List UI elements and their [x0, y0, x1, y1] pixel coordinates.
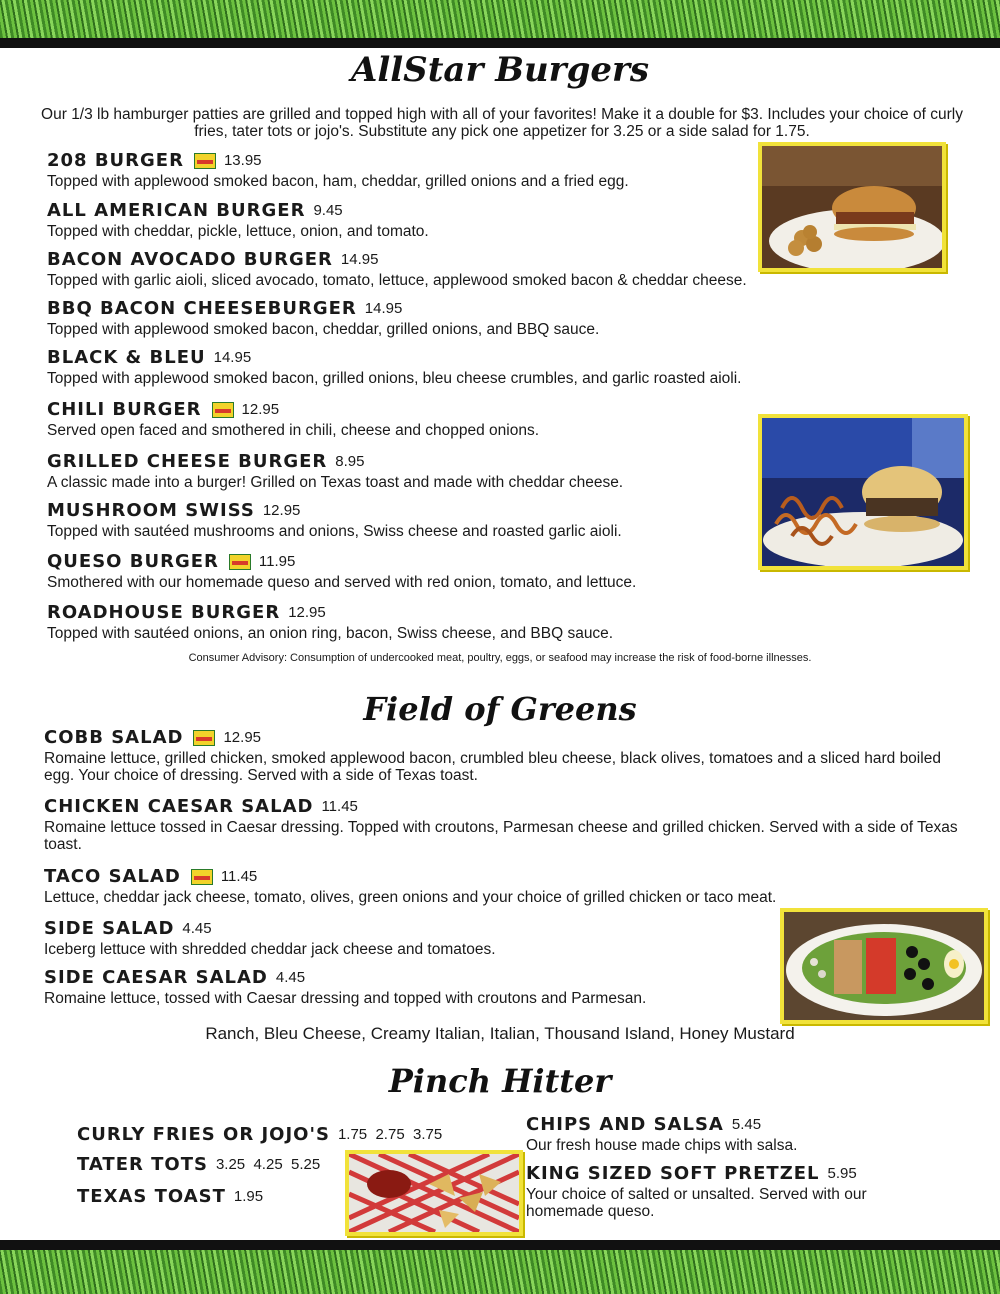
item-name: TACO SALAD [44, 866, 181, 887]
burger-curly-fries-icon [762, 418, 964, 566]
consumer-advisory: Consumer Advisory: Consumption of undercooked meat, poultry, eggs, or seafood may increase the risk of food-borne illnesses. [188, 652, 812, 664]
menu-item-cobb-salad [44, 727, 964, 784]
menu-item-queso-burger [47, 551, 636, 591]
item-price: 9.45 [313, 202, 343, 219]
menu-item-208-burger [47, 150, 629, 190]
item-desc: Topped with applewood smoked bacon, cheddar, grilled onions, and BBQ sauce. [47, 321, 600, 338]
menu-item-bbq-bacon-cheeseburger [47, 298, 599, 338]
menu-item-curly-fries [77, 1124, 442, 1145]
item-desc: Romaine lettuce, grilled chicken, smoked applewood bacon, crumbled bleu cheese, black olives, tomatoes and a sliced hard boiled egg. Your choice of dressing. Served with a side of Texas toast. [44, 750, 941, 784]
grass-border-bottom [0, 1250, 1000, 1294]
item-desc: Romaine lettuce, tossed with Caesar dressing and topped with croutons and Parmesan. [44, 990, 647, 1007]
special-badge-icon [194, 153, 216, 169]
item-name: GRILLED CHEESE BURGER [47, 451, 328, 472]
item-price: 11.45 [321, 798, 358, 815]
menu-item-chili-burger [47, 399, 539, 439]
item-desc: Topped with cheddar, pickle, lettuce, onion, and tomato. [47, 223, 429, 240]
item-name: ROADHOUSE BURGER [47, 602, 281, 623]
item-name: SIDE SALAD [44, 918, 175, 939]
item-name: CHILI BURGER [47, 399, 202, 420]
item-name: KING SIZED SOFT PRETZEL [526, 1163, 820, 1184]
item-price: 4.45 [275, 969, 306, 986]
menu-item-taco-salad [44, 866, 776, 906]
item-price: 5.95 [827, 1165, 857, 1182]
item-name: CURLY FRIES OR JOJO'S [77, 1124, 330, 1145]
item-desc: Topped with sautéed onions, an onion ring, bacon, Swiss cheese, and BBQ sauce. [47, 625, 614, 642]
item-desc: Topped with garlic aioli, sliced avocado, tomato, lettuce, applewood smoked bacon & cheddar cheese. [47, 272, 747, 289]
item-name: MUSHROOM SWISS [47, 500, 255, 521]
burger-with-curly-fries-photo [758, 414, 968, 570]
item-price: 11.95 [258, 553, 296, 570]
salad-plate-icon [784, 912, 984, 1020]
menu-item-chips-and-salsa [526, 1114, 946, 1154]
burger-with-tots-photo [758, 142, 946, 272]
item-desc: Your choice of salted or unsalted. Served with our homemade queso. [526, 1186, 867, 1220]
burger-plate-icon [762, 146, 942, 268]
chips-and-salsa-photo [345, 1150, 523, 1236]
item-desc: A classic made into a burger! Grilled on Texas toast and made with cheddar cheese. [47, 474, 624, 491]
item-price: 12.95 [262, 502, 301, 519]
item-name: SIDE CAESAR SALAD [44, 967, 268, 988]
cobb-salad-photo [780, 908, 988, 1024]
menu-item-all-american-burger [47, 200, 429, 240]
item-desc: Topped with sautéed mushrooms and onions, Swiss cheese and roasted garlic aioli. [47, 523, 622, 540]
item-price: 1.95 [233, 1188, 264, 1205]
item-price: 13.95 [223, 152, 262, 169]
menu-item-texas-toast [77, 1186, 263, 1207]
item-price: 5.45 [731, 1116, 762, 1133]
item-name: ALL AMERICAN BURGER [47, 200, 306, 221]
item-desc: Romaine lettuce tossed in Caesar dressing. Topped with croutons, Parmesan cheese and grilled chicken. Served with a side of Texas toast. [44, 819, 958, 853]
black-stripe-bottom [0, 1240, 1000, 1250]
special-badge-icon [191, 869, 213, 885]
special-badge-icon [193, 730, 215, 746]
chips-basket-icon [349, 1154, 519, 1232]
item-name: CHICKEN CAESAR SALAD [44, 796, 314, 817]
item-name: TEXAS TOAST [77, 1186, 226, 1207]
item-desc: Smothered with our homemade queso and served with red onion, tomato, and lettuce. [47, 574, 637, 591]
grass-border-top [0, 0, 1000, 38]
item-name: 208 BURGER [47, 150, 184, 171]
item-price: 14.95 [213, 349, 252, 366]
item-name: QUESO BURGER [47, 551, 219, 572]
item-name: BACON AVOCADO BURGER [47, 249, 333, 270]
menu-item-side-caesar-salad [44, 967, 646, 1007]
menu-item-tater-tots [77, 1154, 320, 1175]
item-price: 11.45 [220, 868, 258, 885]
item-desc: Topped with applewood smoked bacon, grilled onions, bleu cheese crumbles, and garlic roasted aioli. [47, 370, 742, 387]
item-desc: Iceberg lettuce with shredded cheddar jack cheese and tomatoes. [44, 941, 496, 958]
burgers-title: AllStar Burgers [350, 50, 650, 90]
special-badge-icon [212, 402, 234, 418]
greens-title: Field of Greens [363, 690, 637, 728]
menu-item-side-salad [44, 918, 496, 958]
item-desc: Our fresh house made chips with salsa. [526, 1137, 798, 1154]
item-price: 12.95 [241, 401, 280, 418]
item-desc: Served open faced and smothered in chili, cheese and chopped onions. [47, 422, 540, 439]
special-badge-icon [229, 554, 251, 570]
dressing-options: Ranch, Bleu Cheese, Creamy Italian, Italian, Thousand Island, Honey Mustard [205, 1024, 795, 1043]
menu-item-soft-pretzel [526, 1163, 946, 1220]
menu-item-black-and-bleu [47, 347, 741, 387]
item-price: 14.95 [340, 251, 379, 268]
item-price: 8.95 [335, 453, 365, 470]
menu-item-bacon-avocado-burger [47, 249, 747, 289]
item-price: 3.25 4.25 5.25 [215, 1156, 321, 1173]
item-price: 14.95 [364, 300, 403, 317]
burgers-intro: Our 1/3 lb hamburger patties are grilled and topped high with all of your favorites! Make it a double for $3. Includes your choice of curly fries, tater tots or jojo's. Substitute any pick one appetizer for 3.25 or a side salad for 1.75. [41, 106, 963, 140]
item-price: 1.75 2.75 3.75 [337, 1126, 443, 1143]
item-price: 12.95 [223, 729, 262, 746]
black-stripe-top [0, 38, 1000, 48]
menu-item-chicken-caesar-salad [44, 796, 964, 853]
menu-item-grilled-cheese-burger [47, 451, 623, 491]
item-price: 4.45 [182, 920, 212, 937]
item-name: BBQ BACON CHEESEBURGER [47, 298, 357, 319]
item-name: COBB SALAD [44, 727, 184, 748]
item-desc: Topped with applewood smoked bacon, ham, cheddar, grilled onions and a fried egg. [47, 173, 629, 190]
menu-item-mushroom-swiss [47, 500, 622, 540]
item-desc: Lettuce, cheddar jack cheese, tomato, olives, green onions and your choice of grilled chicken or taco meat. [44, 889, 777, 906]
item-name: CHIPS AND SALSA [526, 1114, 724, 1135]
menu-item-roadhouse-burger [47, 602, 613, 642]
item-name: TATER TOTS [77, 1154, 208, 1175]
item-name: BLACK & BLEU [47, 347, 206, 368]
pinch-title: Pinch Hitter [388, 1062, 612, 1100]
item-price: 12.95 [288, 604, 326, 621]
